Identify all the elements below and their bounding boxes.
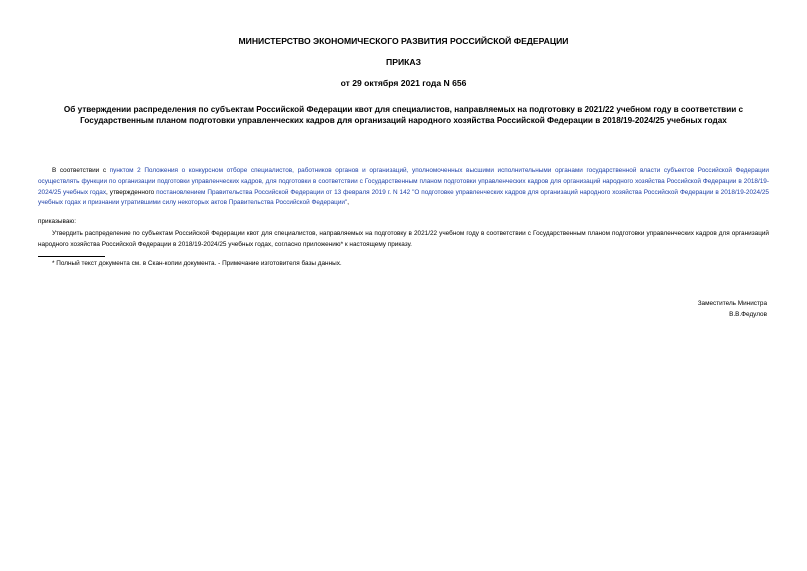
document-type: ПРИКАЗ [386, 57, 421, 67]
ministry-heading: МИНИСТЕРСТВО ЭКОНОМИЧЕСКОГО РАЗВИТИЯ РОССИЙСКОЙ ФЕДЕРАЦИИ [238, 36, 569, 46]
order-paragraph [38, 229, 769, 251]
footnote-divider [38, 256, 105, 257]
preamble-end: , [347, 199, 350, 207]
preamble-mid: , утвержденного [106, 188, 155, 196]
link-government-decree[interactable]: постановлением Правительства Российской Федерации от 13 февраля 2019 г. N 142 "О подготовке управленческих кадров для организаций народного хозяйства Российской Федерации в 2018/19-2024/25 учебных годах и признании утратившими силу некоторых актов Правительства Российской Федерации" [38, 188, 769, 207]
footnote: * Полный текст документа см. в Скан-копии документа. - Примечание изготовителя базы данных. [52, 260, 342, 267]
signer-name: В.В.Федулов [729, 311, 767, 318]
document-title: Об утверждении распределения по субъектам Российской Федерации квот для специалистов, направляемых на подготовку в 2021/22 учебном году в соответствии с Государственным планом подготовки управленческих кадров для организаций народного хозяйства Российской Федерации в 2018/19-2024/25 учебных годах [63, 105, 744, 125]
link-regulation-clause[interactable]: пунктом 2 Положения о конкурсном отборе специалистов, работников органов и организаций, уполномоченных высшими исполнительными органами государственной власти субъектов Российской Федерации осуществлять функции по организации подготовки управленческих кадров, для подготовки в соответствии с Государственным планом подготовки управленческих кадров для организаций народного хозяйства Российской Федерации в 2018/19-2024/25 учебных годах [38, 167, 769, 196]
order-text: Утвердить распределение по субъектам Российской Федерации квот для специалистов, направляемых на подготовку в 2021/22 учебном году в соответствии с Государственным планом подготовки управленческих кадров для организаций народного хозяйства Российской Федерации в 2018/19-2024/25 учебных годах, согласно приложению* к настоящему приказу. [38, 230, 769, 248]
document-date-number: от 29 октября 2021 года N 656 [340, 78, 467, 88]
preamble-paragraph [38, 166, 769, 209]
order-word: приказываю: [38, 218, 76, 225]
signer-position: Заместитель Министра [697, 300, 767, 307]
preamble-lead: В соответствии с [52, 167, 107, 174]
